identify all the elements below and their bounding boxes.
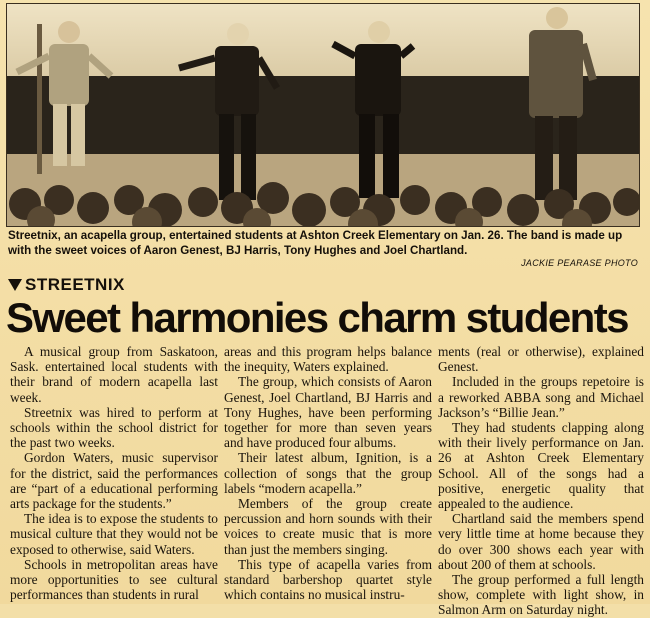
photo-caption: Streetnix, an acapella group, entertained students at Ashton Creek Elementary on Jan. 26. The band is made up with the sweet voices of Aaron Genest, BJ Harris, Tony Hughes and Joel Chartland. xyxy=(8,229,623,257)
article-paragraph: ments (real or otherwise), explained Genest. xyxy=(438,344,644,375)
article-paragraph: Chartland said the members spend very little time at home because they do over 300 shows each year with about 200 of them at schools. xyxy=(438,511,644,572)
kicker-label: STREETNIX xyxy=(25,275,125,294)
article-paragraph: This type of acapella varies from standard barbershop quartet style which contains no musical instru- xyxy=(224,556,432,603)
article-paragraph: They had students clapping along with their lively performance on Jan. 26 at Ashton Creek Elementary School. All of the songs had a positive, energetic quality that appealed to the audience. xyxy=(438,420,644,512)
triangle-icon xyxy=(8,279,22,291)
performance-photo xyxy=(6,3,640,227)
article-paragraph: Their latest album, Ignition, is a collection of songs that the group labels “modern acapella.” xyxy=(224,450,432,496)
article-paragraph: The idea is to expose the students to musical culture that they would not be exposed to otherwise, said Waters. xyxy=(10,511,218,557)
article-paragraph: The group performed a full length show, complete with light show, in Salmon Arm on Saturday night. xyxy=(438,572,644,618)
article-column-1 xyxy=(10,344,218,602)
article-paragraph: A musical group from Saskatoon, Sask. entertained local students with their brand of modern acapella last week. xyxy=(10,344,218,405)
article-paragraph: Gordon Waters, music supervisor for the district, said the performances are “part of a educational performing arts package for the students.” xyxy=(10,450,218,512)
article-paragraph: Members of the group create percussion and horn sounds with their voices to create music that is more than just the members singing. xyxy=(224,496,432,557)
photo-credit: JACKIE PEARASE PHOTO xyxy=(521,258,638,268)
article-paragraph: Schools in metropolitan areas have more opportunities to see cultural performances than students in rural xyxy=(10,556,218,603)
section-kicker xyxy=(8,275,125,295)
article-paragraph: Streetnix was hired to perform at schools within the school district for the past two weeks. xyxy=(10,404,218,451)
article-column-3 xyxy=(438,344,644,618)
article-paragraph: Included in the groups repetoire is a reworked ABBA song and Michael Jackson’s “Billie Jean.” xyxy=(438,374,644,420)
article-paragraph: The group, which consists of Aaron Genest, Joel Chartland, BJ Harris and Tony Hughes, have been performing together for more than seven years and have produced four albums. xyxy=(224,374,432,451)
article-paragraph: areas and this program helps balance the inequity, Waters explained. xyxy=(224,344,432,375)
article-column-2 xyxy=(224,344,432,602)
headline: Sweet harmonies charm students xyxy=(6,294,628,341)
